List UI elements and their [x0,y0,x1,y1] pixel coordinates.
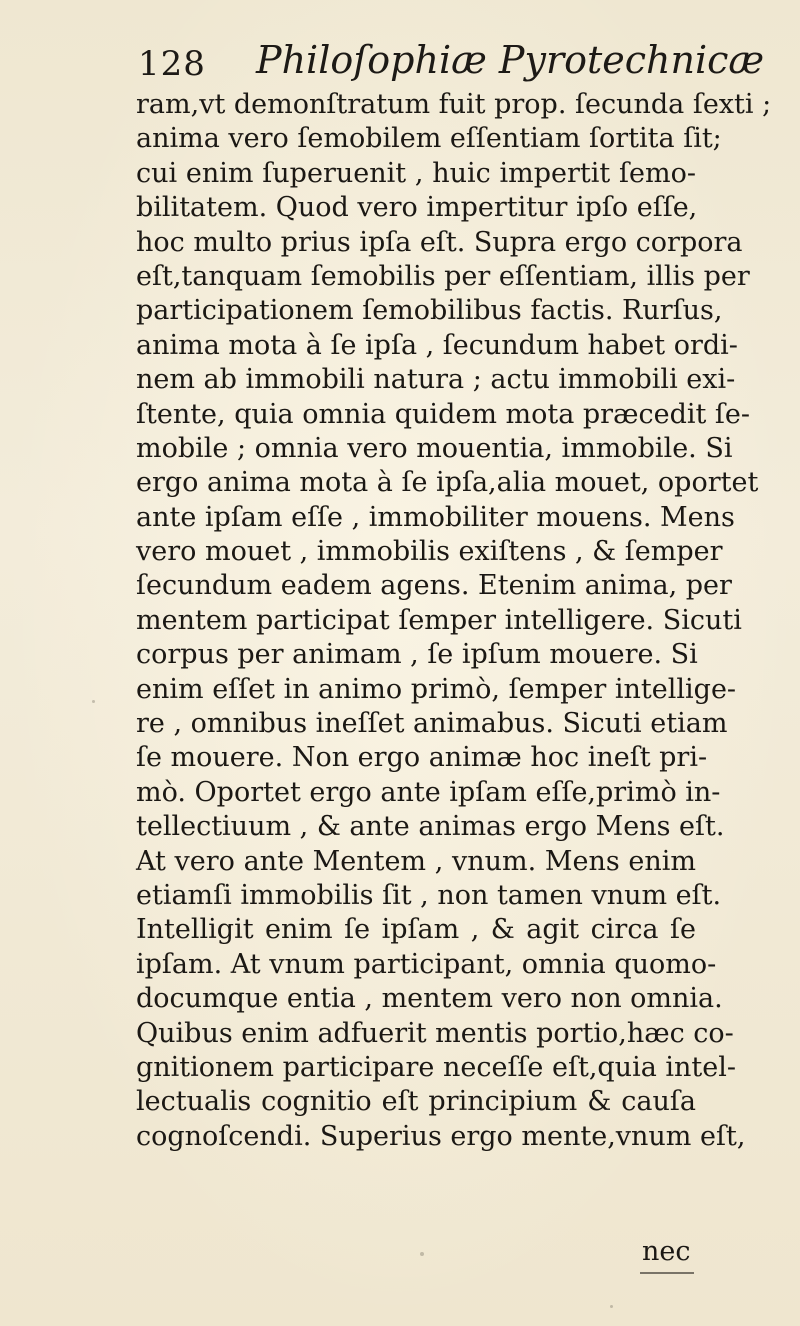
text-line: nem ab immobili natura ; actu immobili exi- [136,364,736,396]
text-line: anima mota à ſe ipſa , ſecundum habet ordi- [136,329,738,361]
text-line: mò. Oportet ergo ante ipſam eſſe,primò in- [136,776,721,808]
text-line: Intelligit enim ſe ipſam , & agit circa ſe [136,914,696,946]
text-line: bilitatem. Quod vero impertitur ipſo eſſe, [136,192,698,224]
text-line: participationem ſemobilibus factis. Rurſus, [136,295,723,327]
text-line: re , omnibus ineſſet animabus. Sicuti etiam [136,708,728,740]
text-line: eſt,tanquam ſemobilis per eſſentiam, illis per [136,260,750,292]
running-head [138,34,765,88]
text-line: documque entia , mentem vero non omnia. [136,983,723,1015]
text-line: ſecundum eadem agens. Etenim anima, per [136,570,732,602]
text-line: tellectiuum , & ante animas ergo Mens eſt. [136,811,725,843]
text-line: corpus per animam , ſe ipſum mouere. Si [136,639,698,671]
page-number: 128 [138,44,206,84]
text-line: At vero ante Mentem , vnum. Mens enim [136,845,696,877]
text-line: ipſam. At vnum participant, omnia quomo- [136,948,717,980]
text-line: ſe mouere. Non ergo animæ hoc ineſt pri- [136,742,708,774]
paper-speck [420,1252,424,1256]
text-line: mentem participat ſemper intelligere. Sicuti [136,604,742,636]
catchword-rule [640,1272,694,1274]
paper-speck [92,700,95,703]
text-line: hoc multo prius ipſa eſt. Supra ergo corpora [136,226,743,258]
text-line: etiamſi immobilis ſit , non tamen vnum eſt. [136,879,722,911]
text-line: ram,vt demonſtratum fuit prop. ſecunda ſexti ; [136,89,772,120]
text-line: lectualis cognitio eſt principium & cauſa [136,1086,696,1118]
text-line: anima vero ſemobilem eſſentiam ſortita ſit; [136,123,722,155]
text-line: cognoſcendi. Superius ergo mente,vnum eſt, [136,1120,746,1152]
text-line: ergo anima mota à ſe ipſa,alia mouet, oportet [136,467,759,499]
paper-speck [610,1305,613,1308]
text-line: ante ipſam eſſe , immobiliter mouens. Mens [136,501,735,533]
text-line: enim eſſet in animo primò, ſemper intellige- [136,673,737,705]
text-line: cui enim ſuperuenit , huic impertit ſemo- [136,157,696,189]
text-line: mobile ; omnia vero mouentia, immobile. Si [136,432,733,464]
text-block [136,88,772,1154]
text-line: gnitionem participare neceſſe eſt,quia intel- [136,1051,736,1083]
text-line: ſtente, quia omnia quidem mota præcedit ſe- [136,398,751,430]
text-line: Quibus enim adfuerit mentis portio,hæc co- [136,1017,734,1049]
running-title: Philoſophiæ Pyrotechnicæ [256,38,765,82]
catchword: nec [642,1236,691,1267]
text-line: vero mouet , immobilis exiſtens , & ſemper [136,536,723,568]
